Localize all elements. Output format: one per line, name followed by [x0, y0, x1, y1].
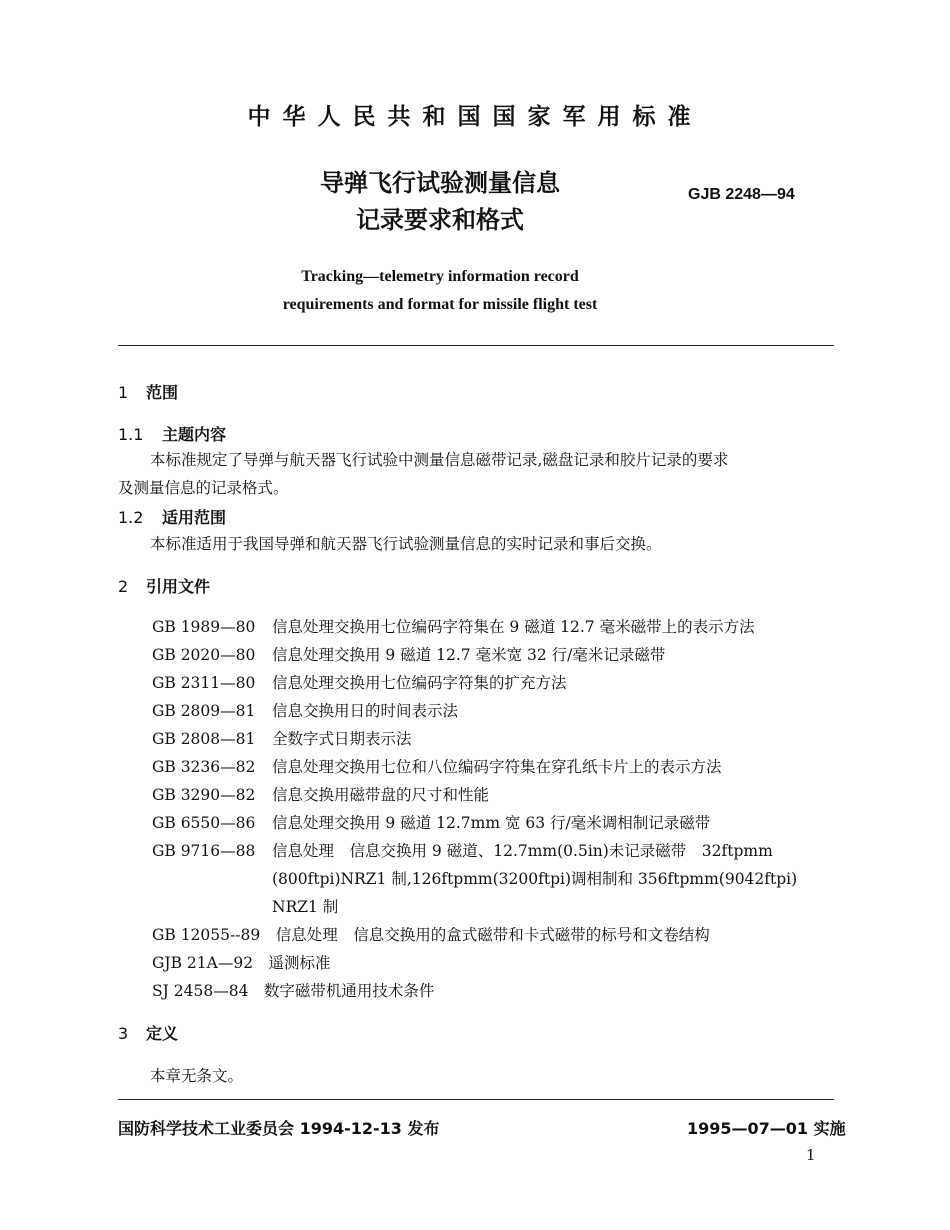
section-title: 定义 — [146, 1024, 179, 1043]
ref-code: GB 3290—82 — [152, 786, 256, 804]
effective-date: 1995—07—01 实施 — [687, 1119, 846, 1138]
section-1-1-heading — [118, 422, 226, 445]
ref-item: SJ 2458—84 数字磁带机通用技术条件 — [152, 982, 435, 1000]
section-1-2-heading — [118, 505, 226, 528]
ref-item: GB 12055--89 信息处理 信息交换用的盒式磁带和卡式磁带的标号和文卷结构 — [152, 926, 710, 944]
ref-code: GB 2311—80 — [152, 674, 256, 692]
ref-item — [152, 615, 755, 637]
section-number: 1.2 — [118, 508, 144, 527]
section-title: 引用文件 — [146, 577, 211, 596]
ref-title: 信息处理交换用七位和八位编码字符集在穿孔纸卡片上的表示方法 — [272, 758, 722, 776]
section-number: 1.1 — [118, 425, 144, 444]
ref-item — [152, 811, 710, 833]
section-number: 3 — [118, 1024, 129, 1043]
title-line-2: 记录要求和格式 — [356, 206, 524, 234]
ref-item: GJB 21A—92 遥测标准 — [152, 954, 331, 972]
ref-title: 信息交换用日的时间表示法 — [272, 702, 459, 720]
ref-title: 信息处理交换用 9 磁道 12.7 毫米宽 32 行/毫米记录磁带 — [272, 646, 666, 664]
ref-item — [152, 699, 458, 721]
ref-title: 信息处理交换用 9 磁道 12.7mm 宽 63 行/毫米调相制记录磁带 — [272, 814, 711, 832]
section-title: 适用范围 — [162, 508, 227, 527]
ref-title: 信息交换用磁带盘的尺寸和性能 — [272, 786, 490, 804]
ref-code: GB 2808—81 — [152, 730, 256, 748]
ref-item — [152, 755, 722, 777]
english-title-line-1: Tracking—telemetry information record — [301, 268, 579, 285]
ref-code: GB 1989—80 — [152, 618, 256, 636]
title-line-1: 导弹飞行试验测量信息 — [320, 169, 560, 197]
page-number: 1 — [806, 1146, 816, 1164]
standard-header: 中华人民共和国国家军用标准 — [247, 104, 703, 130]
ref-title: 信息处理交换用七位编码字符集的扩充方法 — [272, 674, 567, 692]
section-2-heading — [118, 574, 210, 597]
ref-item — [152, 783, 489, 805]
ref-title: 信息处理交换用七位编码字符集在 9 磁道 12.7 毫米磁带上的表示方法 — [272, 618, 755, 636]
ref-item — [152, 643, 665, 665]
ref-title: 全数字式日期表示法 — [272, 730, 412, 748]
section-1-2-text: 本标准适用于我国导弹和航天器飞行试验测量信息的实时记录和事后交换。 — [150, 535, 662, 553]
section-number: 2 — [118, 577, 129, 596]
issue-statement: 国防科学技术工业委员会 1994-12-13 发布 — [118, 1119, 440, 1138]
bottom-divider — [118, 1099, 834, 1100]
top-divider — [118, 345, 834, 346]
ref-title-continued: NRZ1 制 — [272, 898, 339, 916]
ref-code: GB 9716—88 — [152, 842, 256, 860]
ref-title-continued: (800ftpi)NRZ1 制,126ftpmm(3200ftpi)调相制和 356ftpmm(9042ftpi) — [272, 870, 798, 888]
ref-title: 信息处理 信息交换用 9 磁道、12.7mm(0.5in)未记录磁带 32ftpmm — [272, 842, 773, 860]
section-number: 1 — [118, 383, 129, 402]
ref-code: GB 6550—86 — [152, 814, 256, 832]
ref-item — [152, 671, 567, 693]
section-3-heading — [118, 1021, 178, 1044]
section-1-1-text-1: 本标准规定了导弹与航天器飞行试验中测量信息磁带记录,磁盘记录和胶片记录的要求 — [150, 451, 729, 469]
section-title: 主题内容 — [162, 425, 227, 444]
ref-code: GB 2809—81 — [152, 702, 256, 720]
section-1-1-text-2: 及测量信息的记录格式。 — [118, 479, 289, 497]
section-1-heading — [118, 380, 178, 403]
ref-code: GB 3236—82 — [152, 758, 256, 776]
ref-item — [152, 727, 412, 749]
section-title: 范围 — [146, 383, 179, 402]
english-title-line-2: requirements and format for missile flight test — [282, 296, 598, 313]
standard-code: GJB 2248—94 — [688, 186, 795, 203]
section-3-text: 本章无条文。 — [150, 1067, 244, 1085]
ref-item — [152, 839, 773, 861]
ref-code: GB 2020—80 — [152, 646, 256, 664]
